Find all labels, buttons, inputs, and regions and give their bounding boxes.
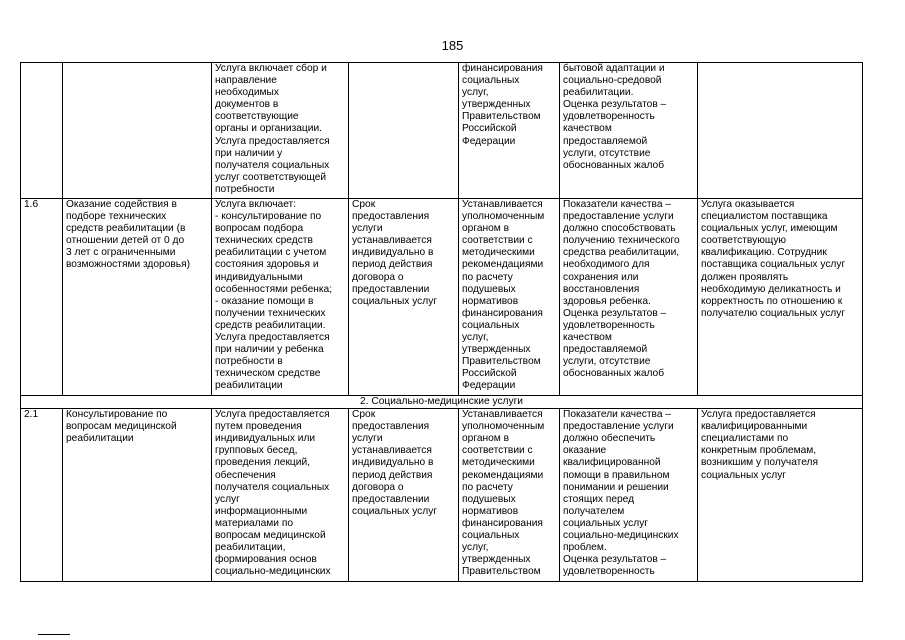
services-table — [20, 62, 863, 582]
service-term: Срок предоставления услуги устанавливается индивидуально в период действия договора о предоставлении социальных услуг — [349, 199, 459, 396]
service-term: Срок предоставления услуги устанавливается индивидуально в период действия договора о предоставлении социальных услуг — [349, 409, 459, 582]
service-conditions — [698, 63, 863, 199]
table-row — [21, 63, 863, 199]
page-number: 185 — [441, 38, 464, 53]
service-content: Услуга включает сбор и направление необходимых документов в соответствующие органы и организации. Услуга предоставляется при наличии у получателя социальных услуг соответствующей потребности — [212, 63, 349, 199]
service-quality: Показатели качества – предоставление услуги должно способствовать получению технического средства реабилитации, необходимого для сохранения или восстановления здоровья ребенка. Оценка результатов – удовлетворенность качеством предоставляемой услуги, отсутствие обоснованных жалоб — [560, 199, 698, 396]
service-name: Консультирование по вопросам медицинской реабилитации — [63, 409, 212, 582]
service-conditions: Услуга оказывается специалистом поставщика социальных услуг, имеющим соответствующую квалификацию. Сотрудник поставщика социальных услуг должен проявлять необходимую деликатность и корректность по отношению к получателю социальных услуг — [698, 199, 863, 396]
service-term — [349, 63, 459, 199]
table-row — [21, 199, 863, 396]
row-number: 1.6 — [21, 199, 63, 396]
table-row — [21, 409, 863, 582]
service-tariff: Устанавливается уполномоченным органом в соответствии с методическими рекомендациями по расчету подушевых нормативов финансирования социальных услуг, утвержденных Правительством — [459, 409, 560, 582]
section-title: 2. Социально-медицинские услуги — [21, 396, 863, 409]
row-number: 2.1 — [21, 409, 63, 582]
service-tariff: Устанавливается уполномоченным органом в соответствии с методическими рекомендациями по расчету подушевых нормативов финансирования социальных услуг, утвержденных Правительством Российской Федерации — [459, 199, 560, 396]
service-name — [63, 63, 212, 199]
service-content: Услуга включает: - консультирование по вопросам подбора технических средств реабилитации с учетом состояния здоровья и индивидуальными особенностями ребенка; - оказание помощи в получении технических средств реабилитации. Услуга предоставляется при наличии у ребенка потребности в техническом средстве реабилитации — [212, 199, 349, 396]
section-row — [21, 396, 863, 409]
footnote-rule — [38, 634, 70, 635]
service-quality: бытовой адаптации и социально-средовой реабилитации. Оценка результатов – удовлетворенность качеством предоставляемой услуги, отсутствие обоснованных жалоб — [560, 63, 698, 199]
service-content: Услуга предоставляется путем проведения индивидуальных или групповых бесед, проведения лекций, обеспечения получателя социальных услуг информационными материалами по вопросам медицинской реабилитации, формирования основ социально-медицинских — [212, 409, 349, 582]
service-conditions: Услуга предоставляется квалифицированными специалистами по конкретным проблемам, возникшим у получателя социальных услуг — [698, 409, 863, 582]
service-tariff: финансирования социальных услуг, утвержденных Правительством Российской Федерации — [459, 63, 560, 199]
service-quality: Показатели качества – предоставление услуги должно обеспечить оказание квалифицированной помощи в правильном понимании и решении стоящих перед получателем социальных услуг социально-медицинских проблем. Оценка результатов – удовлетворенность — [560, 409, 698, 582]
service-name: Оказание содействия в подборе технических средств реабилитации (в отношении детей от 0 до 3 лет с ограниченными возможностями здоровья) — [63, 199, 212, 396]
row-number — [21, 63, 63, 199]
